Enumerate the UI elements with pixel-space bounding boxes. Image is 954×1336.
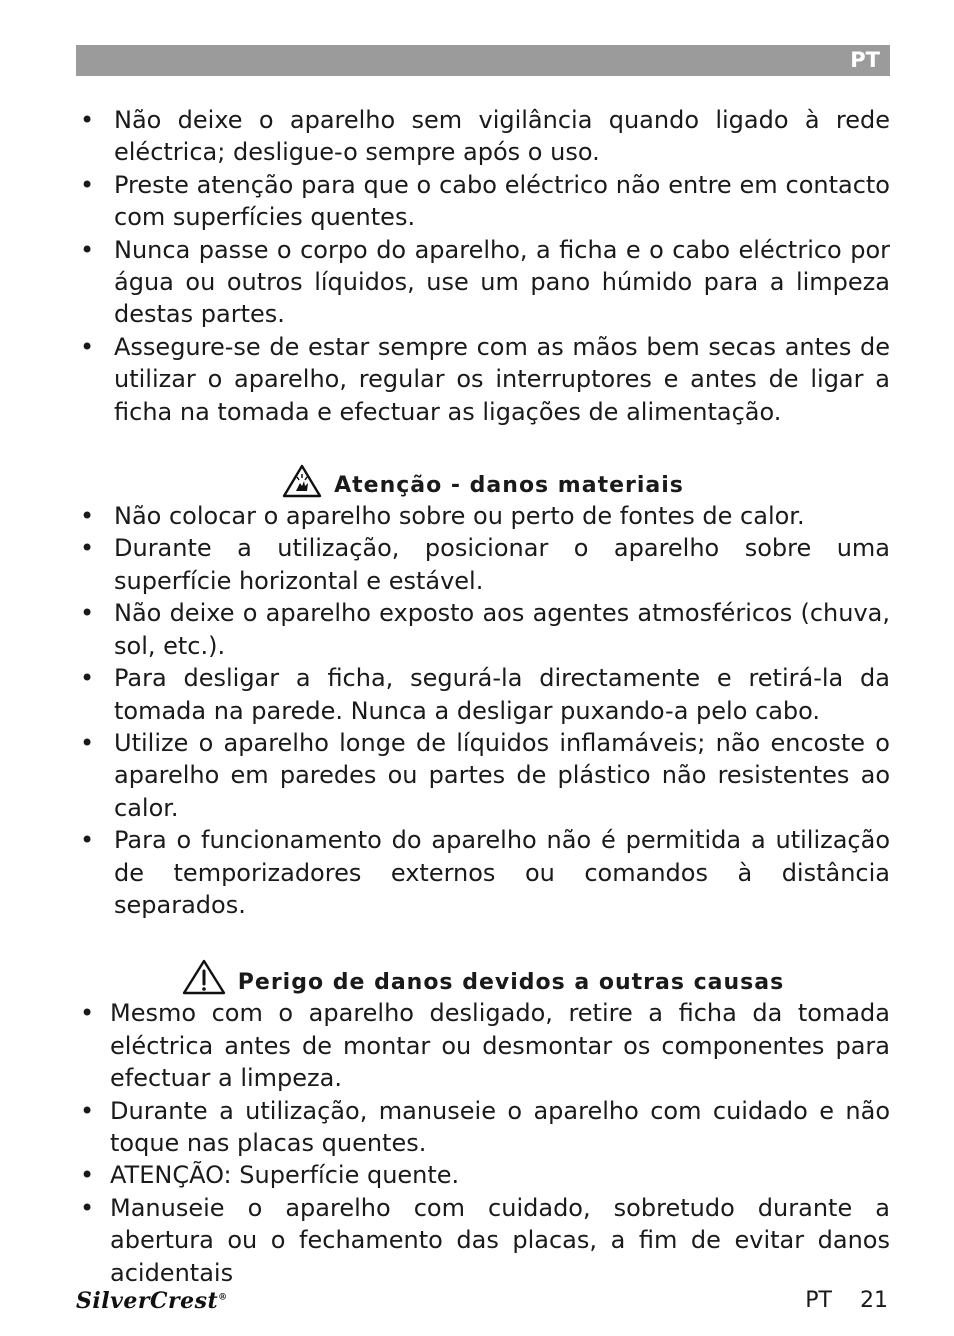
brand-logo xyxy=(76,1288,228,1314)
list-item: • Manuseie o aparelho com cuidado, sobretudo durante a abertura ou o fechamento das placas, a fim de evitar danos acidentais xyxy=(76,1192,890,1289)
page-number: 21 xyxy=(860,1288,888,1313)
material-damage-list xyxy=(76,500,890,921)
list-item: • Durante a utilização, manuseie o aparelho com cuidado e não toque nas placas quentes. xyxy=(76,1095,890,1160)
list-item: • Mesmo com o aparelho desligado, retire a ficha da tomada eléctrica antes de montar ou desmontar os componentes para efectuar a limpeza. xyxy=(76,997,890,1094)
page-footer xyxy=(805,1288,888,1313)
list-item: • Não deixe o aparelho exposto aos agentes atmosféricos (chuva, sol, etc.). xyxy=(76,597,890,662)
list-item: • ATENÇÃO: Superfície quente. xyxy=(76,1159,890,1191)
header-bar xyxy=(76,45,890,76)
section-heading-other-damage xyxy=(76,959,890,997)
other-damage-list xyxy=(76,997,890,1289)
list-item: • Utilize o aparelho longe de líquidos inflamáveis; não encoste o aparelho em paredes ou partes de plástico não resistentes ao calor. xyxy=(76,727,890,824)
footer-language: PT xyxy=(805,1288,832,1313)
exclamation-warning-icon xyxy=(182,959,226,995)
list-item: • Preste atenção para que o cabo eléctrico não entre em contacto com superfícies quentes. xyxy=(76,169,890,234)
list-item: • Não deixe o aparelho sem vigilância quando ligado à rede eléctrica; desligue-o sempre após o uso. xyxy=(76,104,890,169)
section-title: Perigo de danos devidos a outras causas xyxy=(237,970,785,996)
header-language-label: PT xyxy=(850,48,880,72)
page-content xyxy=(76,104,890,1289)
brand-name: SilverCrest xyxy=(76,1288,219,1314)
registered-mark: ® xyxy=(218,1292,228,1303)
intro-list xyxy=(76,104,890,428)
list-item: • Assegure-se de estar sempre com as mãos bem secas antes de utilizar o aparelho, regular os interruptores e antes de ligar a ficha na tomada e efectuar as ligações de alimentação. xyxy=(76,331,890,428)
section-title: Atenção - danos materiais xyxy=(334,473,684,499)
list-item: • Nunca passe o corpo do aparelho, a ficha e o cabo eléctrico por água ou outros líquidos, use um pano húmido para a limpeza destas partes. xyxy=(76,234,890,331)
section-heading-material-damage xyxy=(76,464,890,500)
hand-warning-icon xyxy=(282,464,322,498)
list-item: • Não colocar o aparelho sobre ou perto de fontes de calor. xyxy=(76,500,890,532)
list-item: • Para desligar a ficha, segurá-la directamente e retirá-la da tomada na parede. Nunca a desligar puxando-a pelo cabo. xyxy=(76,662,890,727)
list-item: • Durante a utilização, posicionar o aparelho sobre uma superfície horizontal e estável. xyxy=(76,532,890,597)
list-item: • Para o funcionamento do aparelho não é permitida a utilização de temporizadores externos ou comandos à distância separados. xyxy=(76,824,890,921)
